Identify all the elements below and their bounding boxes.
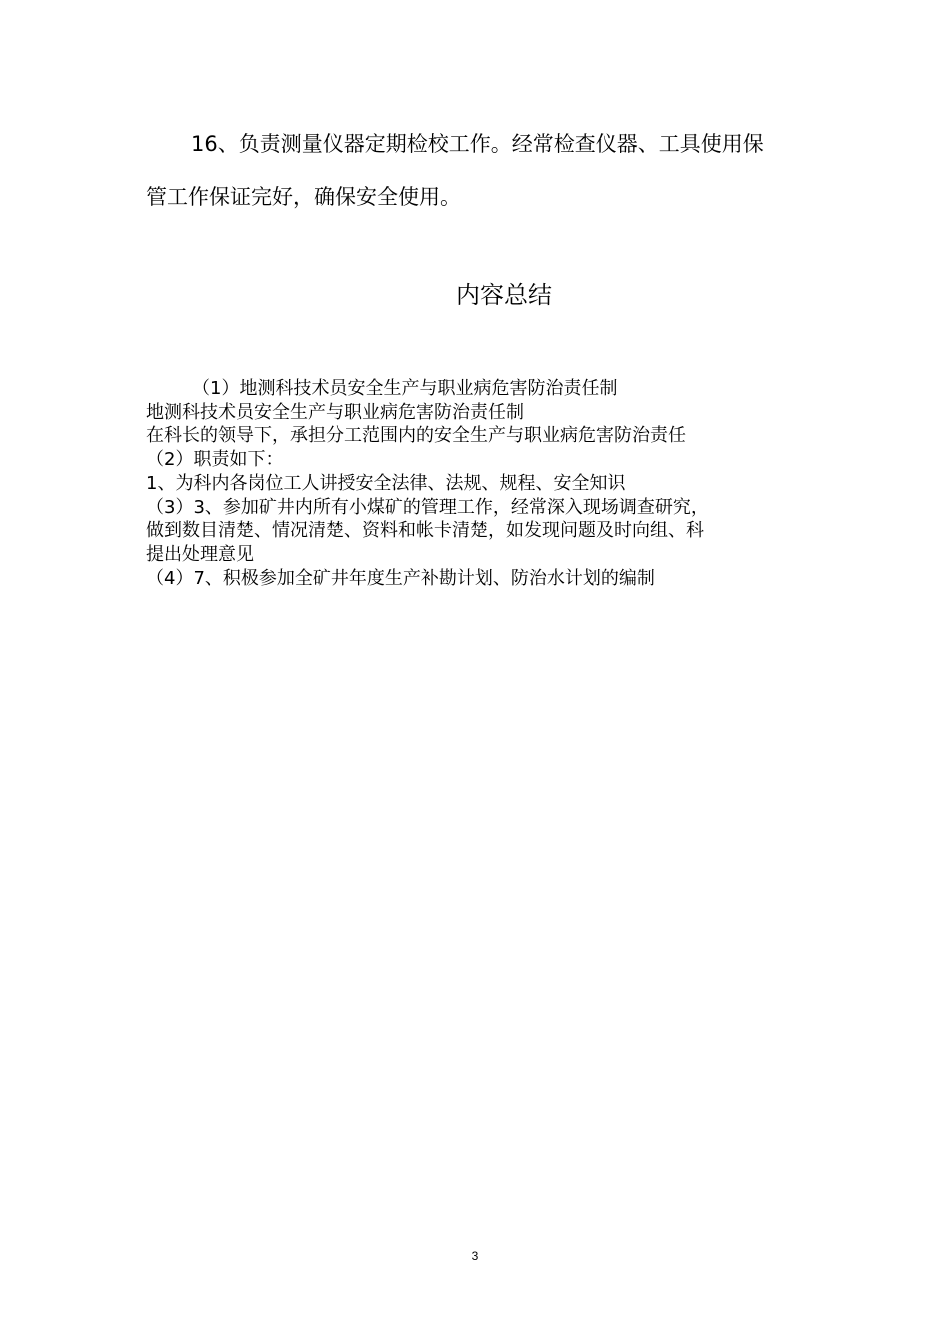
- summary-line: （1）地测科技术员安全生产与职业病危害防治责任制: [192, 378, 618, 399]
- summary-line: （2）职责如下：: [146, 449, 284, 471]
- summary-line: （3）3、参加矿井内所有小煤矿的管理工作，经常深入现场调查研究，: [146, 496, 709, 518]
- duty-paragraph: [146, 118, 806, 224]
- page-number: 3: [471, 1249, 479, 1263]
- section-title: 内容总结: [456, 281, 552, 309]
- summary-line: 提出处理意见: [146, 543, 254, 565]
- summary-line: 地测科技术员安全生产与职业病危害防治责任制: [146, 401, 524, 423]
- summary-line: 1、为科内各岗位工人讲授安全法律、法规、规程、安全知识: [146, 472, 626, 494]
- summary-line: 在科长的领导下，承担分工范围内的安全生产与职业病危害防治责任: [146, 425, 686, 447]
- summary-block: [146, 377, 816, 590]
- summary-line: 做到数目清楚、情况清楚、资料和帐卡清楚，如发现问题及时向组、科: [146, 520, 704, 542]
- summary-line: （4）7、积极参加全矿井年度生产补勘计划、防治水计划的编制: [146, 567, 655, 589]
- paragraph-line: 16、负责测量仪器定期检校工作。经常检查仪器、工具使用保: [191, 132, 764, 156]
- paragraph-line: 管工作保证完好，确保安全使用。: [146, 185, 461, 209]
